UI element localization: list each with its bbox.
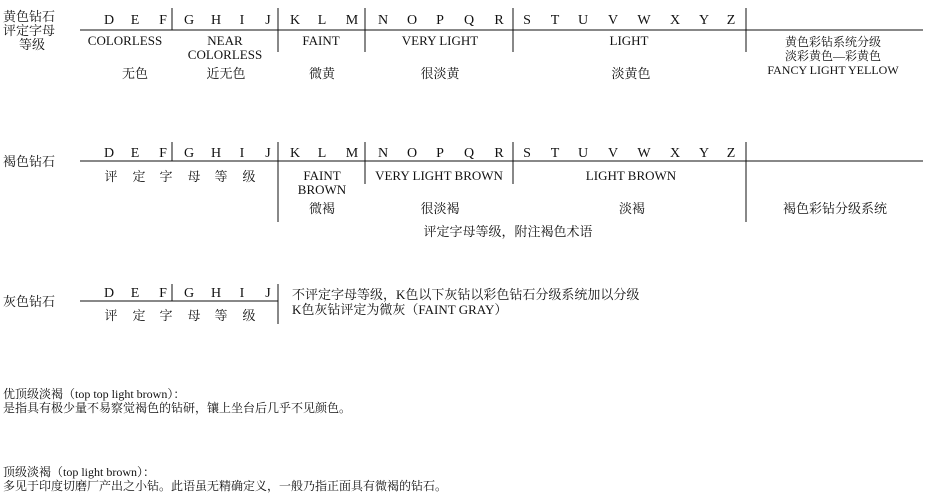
group-faint-brown: FAINT BROWN — [297, 168, 347, 197]
grade-char: 母 — [187, 169, 201, 184]
brown-label: 褐色钻石 — [3, 154, 56, 169]
grade-letter: J — [265, 13, 271, 28]
grade-letter: H — [210, 146, 222, 161]
group-very-light: VERY LIGHT — [401, 33, 479, 48]
group-cn-very-light-brown: 很淡褐 — [420, 201, 460, 216]
note-top-light-brown-title: 顶级淡褐（top light brown）： — [3, 465, 155, 479]
yellow-label-line-3: 等级 — [19, 37, 46, 52]
grade-letter: G — [183, 286, 195, 301]
grade-char: 定 — [132, 308, 146, 323]
group-light-brown: LIGHT BROWN — [585, 168, 677, 183]
grade-char: 评 — [104, 308, 118, 323]
group-light: LIGHT — [609, 33, 649, 48]
grade-letter: E — [130, 146, 140, 161]
brown-note: 评定字母等级，附注褐色术语 — [423, 224, 593, 239]
grade-letter: H — [210, 13, 222, 28]
group-very-light-brown: VERY LIGHT BROWN — [375, 168, 503, 183]
grade-letter: M — [345, 146, 359, 161]
note-top-light-brown-body: 多见于印度切磨厂产出之小钻。此语虽无精确定义，一般乃指正面具有微褐的钻石。 — [3, 479, 448, 493]
group-cn-faint: 微黄 — [308, 66, 336, 81]
grade-letter: V — [607, 146, 619, 161]
grade-letter: F — [159, 146, 167, 161]
yellow-diamond-section — [3, 8, 923, 81]
grade-letter: J — [265, 146, 271, 161]
grade-letter: S — [523, 13, 531, 28]
group-cn-very-light: 很淡黄 — [420, 66, 460, 81]
grade-letter: Z — [726, 13, 736, 28]
grade-letter: Y — [698, 146, 710, 161]
grade-char: 字 — [159, 169, 173, 184]
note-top-top-light-brown-title: 优顶级淡褐（top top light brown）： — [3, 387, 186, 401]
group-near-colorless: NEAR COLORLESS — [187, 33, 263, 62]
grade-letter: U — [577, 146, 589, 161]
grade-char: 级 — [242, 169, 256, 184]
grade-letter: X — [669, 146, 681, 161]
grade-letter: D — [103, 13, 115, 28]
grade-char: 评 — [104, 169, 118, 184]
grade-letter: P — [436, 13, 444, 28]
grade-letter: O — [406, 13, 418, 28]
grade-letter: D — [103, 146, 115, 161]
gray-note-line-2: K色灰钻评定为微灰（FAINT GRAY） — [292, 302, 508, 317]
yellow-label-line-2: 评定字母 — [3, 23, 56, 38]
yellow-fancy-note — [767, 34, 899, 77]
grade-letter: H — [210, 286, 222, 301]
grade-letter: N — [377, 146, 389, 161]
grade-letter: D — [103, 286, 115, 301]
grade-letter: S — [523, 146, 531, 161]
brown-diamond-section — [3, 142, 923, 240]
grade-letter: F — [159, 13, 167, 28]
group-cn-light: 淡黄色 — [611, 66, 651, 81]
group-cn-faint-brown: 微褐 — [308, 201, 336, 216]
grade-letter: Y — [698, 13, 710, 28]
fancy-line-2: 淡彩黄色—彩黄色 — [784, 49, 882, 63]
grade-letter: T — [550, 146, 560, 161]
grade-letter: J — [265, 286, 271, 301]
fancy-line-3: FANCY LIGHT YELLOW — [767, 63, 899, 77]
grade-letter: W — [637, 146, 651, 161]
group-cn-light-brown: 淡褐 — [618, 201, 646, 216]
brown-fancy-system: 褐色彩钻分级系统 — [782, 201, 888, 216]
group-cn-near-colorless: 近无色 — [206, 66, 246, 81]
yellow-group-english — [88, 33, 649, 62]
grade-letter: K — [289, 13, 301, 28]
gray-note-line-1: 不评定字母等级，K色以下灰钻以彩色钻石分级系统加以分级 — [292, 287, 640, 302]
yellow-label-line-1: 黄色钻石 — [3, 9, 56, 24]
grade-letter: U — [577, 13, 589, 28]
grade-char: 定 — [132, 169, 146, 184]
grade-letter: E — [130, 13, 140, 28]
fancy-line-1: 黄色彩钻系统分级 — [784, 35, 882, 49]
grade-letter: O — [406, 146, 418, 161]
group-faint: FAINT — [302, 33, 340, 48]
grade-letter: V — [607, 13, 619, 28]
gray-diamond-section — [3, 284, 639, 324]
gray-grade-label — [104, 308, 255, 323]
grade-letter: Q — [463, 146, 475, 161]
grade-letter: Q — [463, 13, 475, 28]
grade-char: 字 — [159, 308, 173, 323]
grade-letter: K — [289, 146, 301, 161]
note-top-top-light-brown-body: 是指具有极少量不易察觉褐色的钻研，镶上坐台后几乎不见颜色。 — [3, 401, 352, 415]
grade-char: 级 — [242, 308, 256, 323]
grade-letter: T — [550, 13, 560, 28]
grade-letter: W — [637, 13, 651, 28]
grade-letter: P — [436, 146, 444, 161]
group-cn-colorless: 无色 — [121, 66, 149, 81]
yellow-letter-row — [104, 13, 735, 28]
grade-letter: E — [130, 286, 140, 301]
gray-letter-row — [104, 286, 271, 301]
grade-letter: I — [239, 146, 245, 161]
brown-grade-label — [104, 169, 255, 184]
grade-letter: R — [494, 146, 504, 161]
grade-letter: I — [239, 286, 245, 301]
brown-letter-row — [104, 146, 735, 161]
grade-letter: G — [183, 146, 195, 161]
grade-letter: N — [377, 13, 389, 28]
group-colorless: COLORLESS — [87, 33, 163, 48]
gray-label: 灰色钻石 — [3, 294, 56, 309]
yellow-group-chinese — [122, 66, 651, 81]
grade-letter: L — [317, 13, 327, 28]
grade-letter: F — [159, 286, 167, 301]
grade-char: 等 — [214, 308, 228, 323]
grade-letter: M — [345, 13, 359, 28]
brown-group-english — [298, 168, 677, 197]
grade-letter: R — [494, 13, 504, 28]
grade-letter: G — [183, 13, 195, 28]
grade-letter: Z — [726, 146, 736, 161]
grade-letter: I — [239, 13, 245, 28]
footnotes — [3, 386, 447, 493]
grade-letter: X — [669, 13, 681, 28]
grade-char: 等 — [214, 169, 228, 184]
grade-letter: L — [317, 146, 327, 161]
grade-char: 母 — [187, 308, 201, 323]
brown-group-chinese — [309, 201, 645, 216]
